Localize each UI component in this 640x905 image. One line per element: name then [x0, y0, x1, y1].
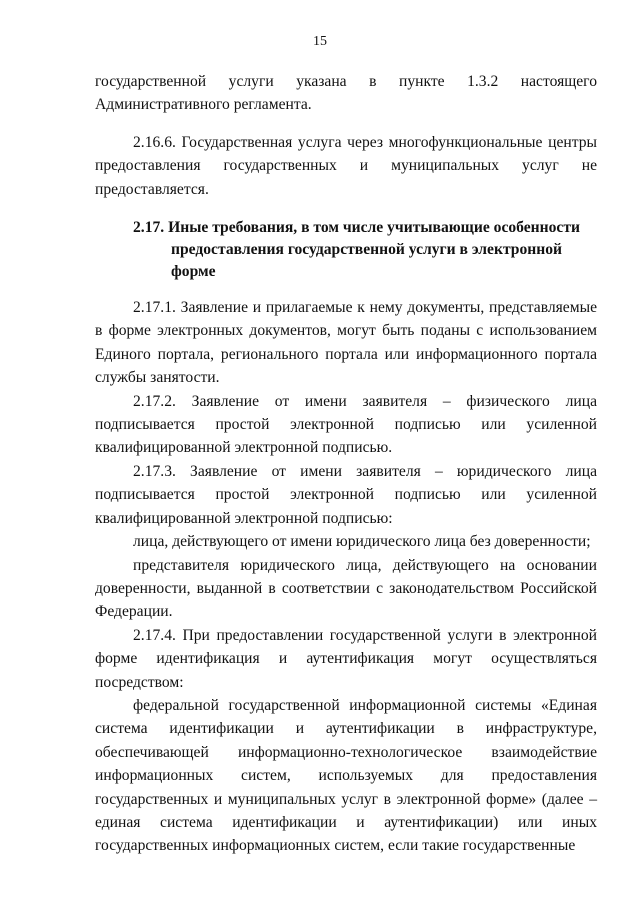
- section-heading: [95, 217, 597, 283]
- paragraph-federal-system: федеральной государственной информационной системы «Единая система идентификации и аутентификации в инфраструктуре, обеспечивающей информационно-технологическое взаимодействие информационных систем, используемых для предоставления государственных и муниципальных услуг в электронной форме» (далее – единая система идентификации и аутентификации) или иных государственных информационных систем, если такие государственные: [95, 696, 597, 855]
- paragraph-2-17-3: 2.17.3. Заявление от имени заявителя – юридического лица подписывается простой электронной подписью или усиленной квалифицированной электронной подписью:: [95, 462, 597, 527]
- paragraph-2-16-6: 2.16.6. Государственная услуга через многофункциональные центры предоставления государственных и муниципальных услуг не предоставляется.: [95, 133, 597, 198]
- list-item-representative: представителя юридического лица, действующего на основании доверенности, выданной в соответствии с законодательством Российской Федерации.: [95, 556, 597, 621]
- paragraph-2-17-1: 2.17.1. Заявление и прилагаемые к нему документы, представляемые в форме электронных документов, могут быть поданы с использованием Единого портала, регионального портала или информационного портала службы занятости.: [95, 299, 597, 387]
- paragraph-2-17-2: 2.17.2. Заявление от имени заявителя – физического лица подписывается простой электронной подписью или усиленной квалифицированной электронной подписью.: [95, 392, 597, 457]
- list-item-without-power-of-attorney: лица, действующего от имени юридического лица без доверенности;: [133, 533, 591, 551]
- document-body: [95, 70, 597, 858]
- page-number: 15: [313, 34, 327, 49]
- section-heading-line1: Иные требования, в том числе учитывающие особенности: [168, 219, 581, 237]
- section-heading-number: 2.17.: [133, 219, 165, 237]
- paragraph-continuation: государственной услуги указана в пункте 1.3.2 настоящего Административного регламента.: [95, 73, 597, 114]
- section-heading-line2: предоставления государственной услуги в электронной форме: [171, 241, 563, 281]
- paragraph-2-17-4: 2.17.4. При предоставлении государственной услуги в электронной форме идентификация и аутентификация могут осуществляться посредством:: [95, 626, 597, 691]
